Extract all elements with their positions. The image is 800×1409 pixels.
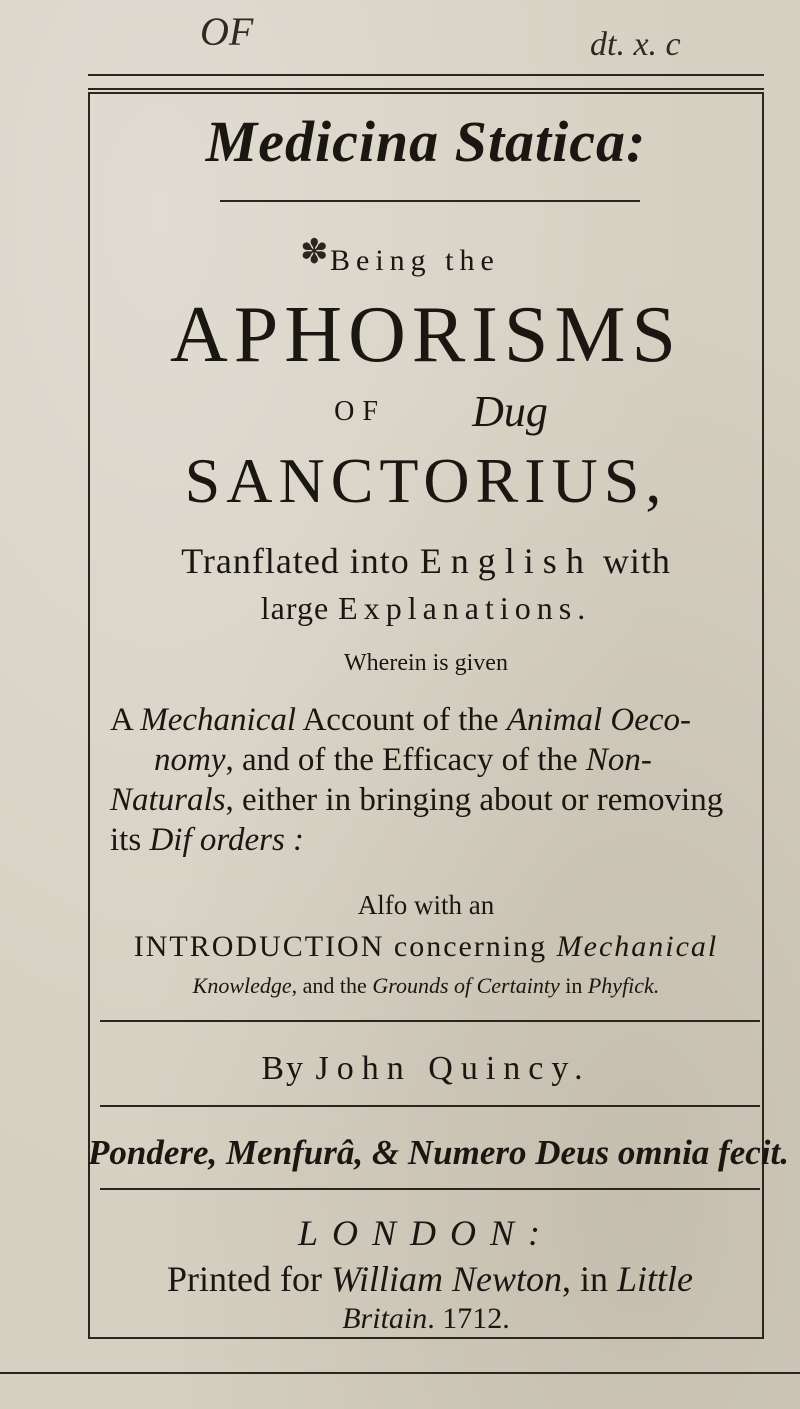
translated-line bbox=[88, 540, 764, 582]
intro-a: INTRODUCTION bbox=[133, 930, 385, 963]
account-f: , and of the Efficacy of the bbox=[225, 742, 586, 778]
account-paragraph bbox=[110, 700, 758, 860]
large-line bbox=[88, 590, 764, 627]
printed-c: , in bbox=[561, 1259, 617, 1299]
wherein-line: Wherein is given bbox=[344, 650, 508, 676]
translated-b: English bbox=[419, 541, 593, 581]
top-rule bbox=[88, 74, 764, 76]
large-b: Explanations. bbox=[338, 590, 592, 626]
title-medicina-statica: Medicina Statica: bbox=[205, 109, 647, 174]
large-a: large bbox=[260, 590, 339, 626]
knowledge-line bbox=[88, 973, 764, 999]
by-text: By bbox=[261, 1050, 316, 1087]
rule-2 bbox=[100, 1105, 760, 1107]
account-g: Non-Naturals bbox=[110, 742, 652, 818]
motto-line: Pondere, Menfurâ, & Numero Deus omnia fecit. bbox=[88, 1133, 789, 1172]
introduction-line bbox=[88, 930, 764, 964]
britain-a: Britain bbox=[342, 1302, 428, 1335]
intro-c: Mechanical bbox=[556, 930, 719, 963]
being-the: Being the bbox=[330, 244, 500, 277]
printed-b: William Newton bbox=[330, 1259, 562, 1299]
rule-3 bbox=[100, 1188, 760, 1190]
london-line: LONDON: bbox=[297, 1213, 555, 1253]
signature: Dug bbox=[472, 387, 548, 436]
title-aphorisms: APHORISMS bbox=[170, 291, 682, 379]
knowledge-b: , and the bbox=[291, 973, 373, 998]
account-e: nomy bbox=[154, 742, 226, 778]
account-d: Animal Oeco- bbox=[506, 702, 692, 738]
printed-line bbox=[100, 1258, 760, 1300]
translated-a: Tranflated into bbox=[181, 541, 420, 581]
also-line: Alfo with an bbox=[357, 890, 495, 920]
author-name: John Quincy. bbox=[315, 1050, 591, 1087]
stamp-right: dt. x. c bbox=[590, 26, 681, 63]
account-h: , either in bringing about or removing its bbox=[110, 782, 724, 858]
knowledge-e: Phyfick. bbox=[587, 973, 660, 998]
title-rule bbox=[220, 200, 640, 202]
top-rule-2 bbox=[88, 88, 764, 90]
title-sanctorius: SANCTORIUS, bbox=[184, 445, 668, 516]
author-line bbox=[88, 1050, 764, 1088]
printed-a: Printed for bbox=[166, 1259, 331, 1299]
intro-b: concerning bbox=[384, 930, 557, 963]
account-a: A bbox=[110, 702, 141, 738]
bottom-edge bbox=[0, 1372, 800, 1374]
account-b: Mechanical bbox=[140, 702, 297, 738]
of-text: OF bbox=[334, 396, 386, 427]
account-c: Account of the bbox=[296, 702, 507, 738]
britain-b: . 1712. bbox=[427, 1302, 510, 1335]
knowledge-a: Knowledge bbox=[192, 973, 292, 998]
translated-c: with bbox=[592, 541, 671, 581]
rule-1 bbox=[100, 1020, 760, 1022]
britain-line bbox=[88, 1302, 764, 1336]
knowledge-d: in bbox=[559, 973, 588, 998]
account-i: Dif orders : bbox=[149, 822, 305, 858]
ornament-icon: ✽ bbox=[300, 234, 329, 271]
knowledge-c: Grounds of Certainty bbox=[372, 973, 560, 998]
stamp-top: OF bbox=[200, 9, 254, 54]
printed-d: Little bbox=[616, 1259, 693, 1299]
